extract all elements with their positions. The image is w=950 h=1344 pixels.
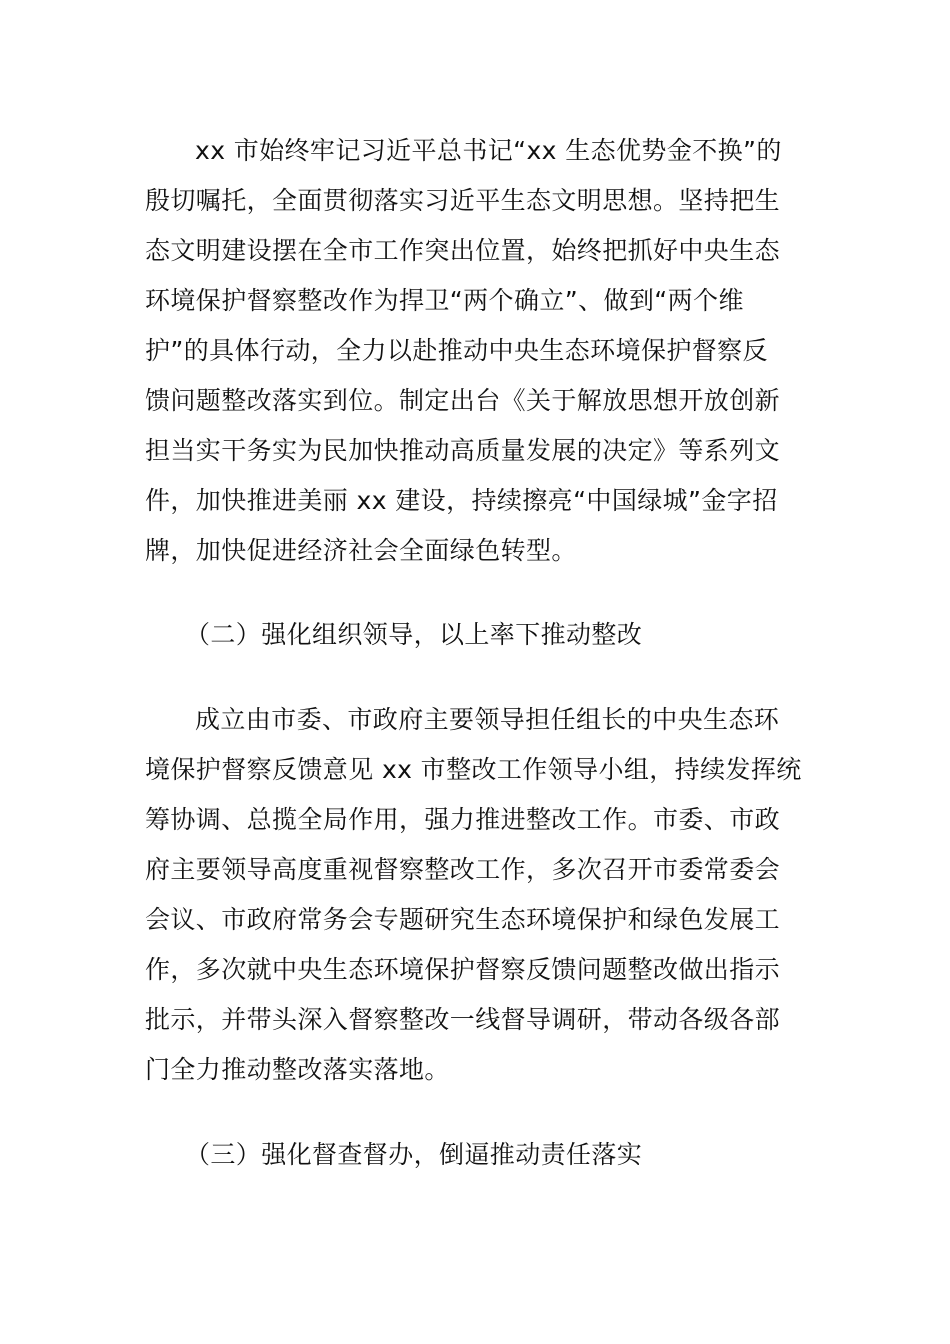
- paragraph-line: 筹协调、总揽全局作用，强力推进整改工作。市委、市政: [145, 805, 781, 834]
- paragraph-line: 馈问题整改落实到位。制定出台《关于解放思想开放创新: [145, 386, 781, 415]
- paragraph-line: 牌，加快促进经济社会全面绿色转型。: [145, 536, 577, 565]
- paragraph-line: 府主要领导高度重视督察整改工作，多次召开市委常委会: [145, 855, 781, 884]
- paragraph-line: 会议、市政府常务会专题研究生态环境保护和绿色发展工: [145, 905, 781, 934]
- section-heading-3: （三）强化督查督办，倒逼推动责任落实: [185, 1140, 643, 1169]
- paragraph-line: 成立由市委、市政府主要领导担任组长的中央生态环: [195, 705, 780, 734]
- paragraph-line: 门全力推动整改落实落地。: [145, 1055, 450, 1084]
- paragraph-line: 境保护督察反馈意见 xx 市整改工作领导小组，持续发挥统: [145, 755, 802, 784]
- paragraph-line: 批示，并带头深入督察整改一线督导调研，带动各级各部: [145, 1005, 781, 1034]
- paragraph-line: 殷切嘱托，全面贯彻落实习近平生态文明思想。坚持把生: [145, 186, 781, 215]
- paragraph-line: 件，加快推进美丽 xx 建设，持续擦亮“中国绿城”金字招: [145, 486, 778, 515]
- paragraph-line: 护”的具体行动，全力以赴推动中央生态环境保护督察反: [145, 336, 768, 365]
- paragraph-line: xx 市始终牢记习近平总书记“xx 生态优势金不换”的: [195, 136, 782, 165]
- section-heading-2: （二）强化组织领导，以上率下推动整改: [185, 620, 643, 649]
- paragraph-line: 态文明建设摆在全市工作突出位置，始终把抓好中央生态: [145, 236, 781, 265]
- paragraph-line: 环境保护督察整改作为捍卫“两个确立”、做到“两个维: [145, 286, 744, 315]
- paragraph-line: 作，多次就中央生态环境保护督察反馈问题整改做出指示: [145, 955, 781, 984]
- paragraph-line: 担当实干务实为民加快推动高质量发展的决定》等系列文: [145, 436, 781, 465]
